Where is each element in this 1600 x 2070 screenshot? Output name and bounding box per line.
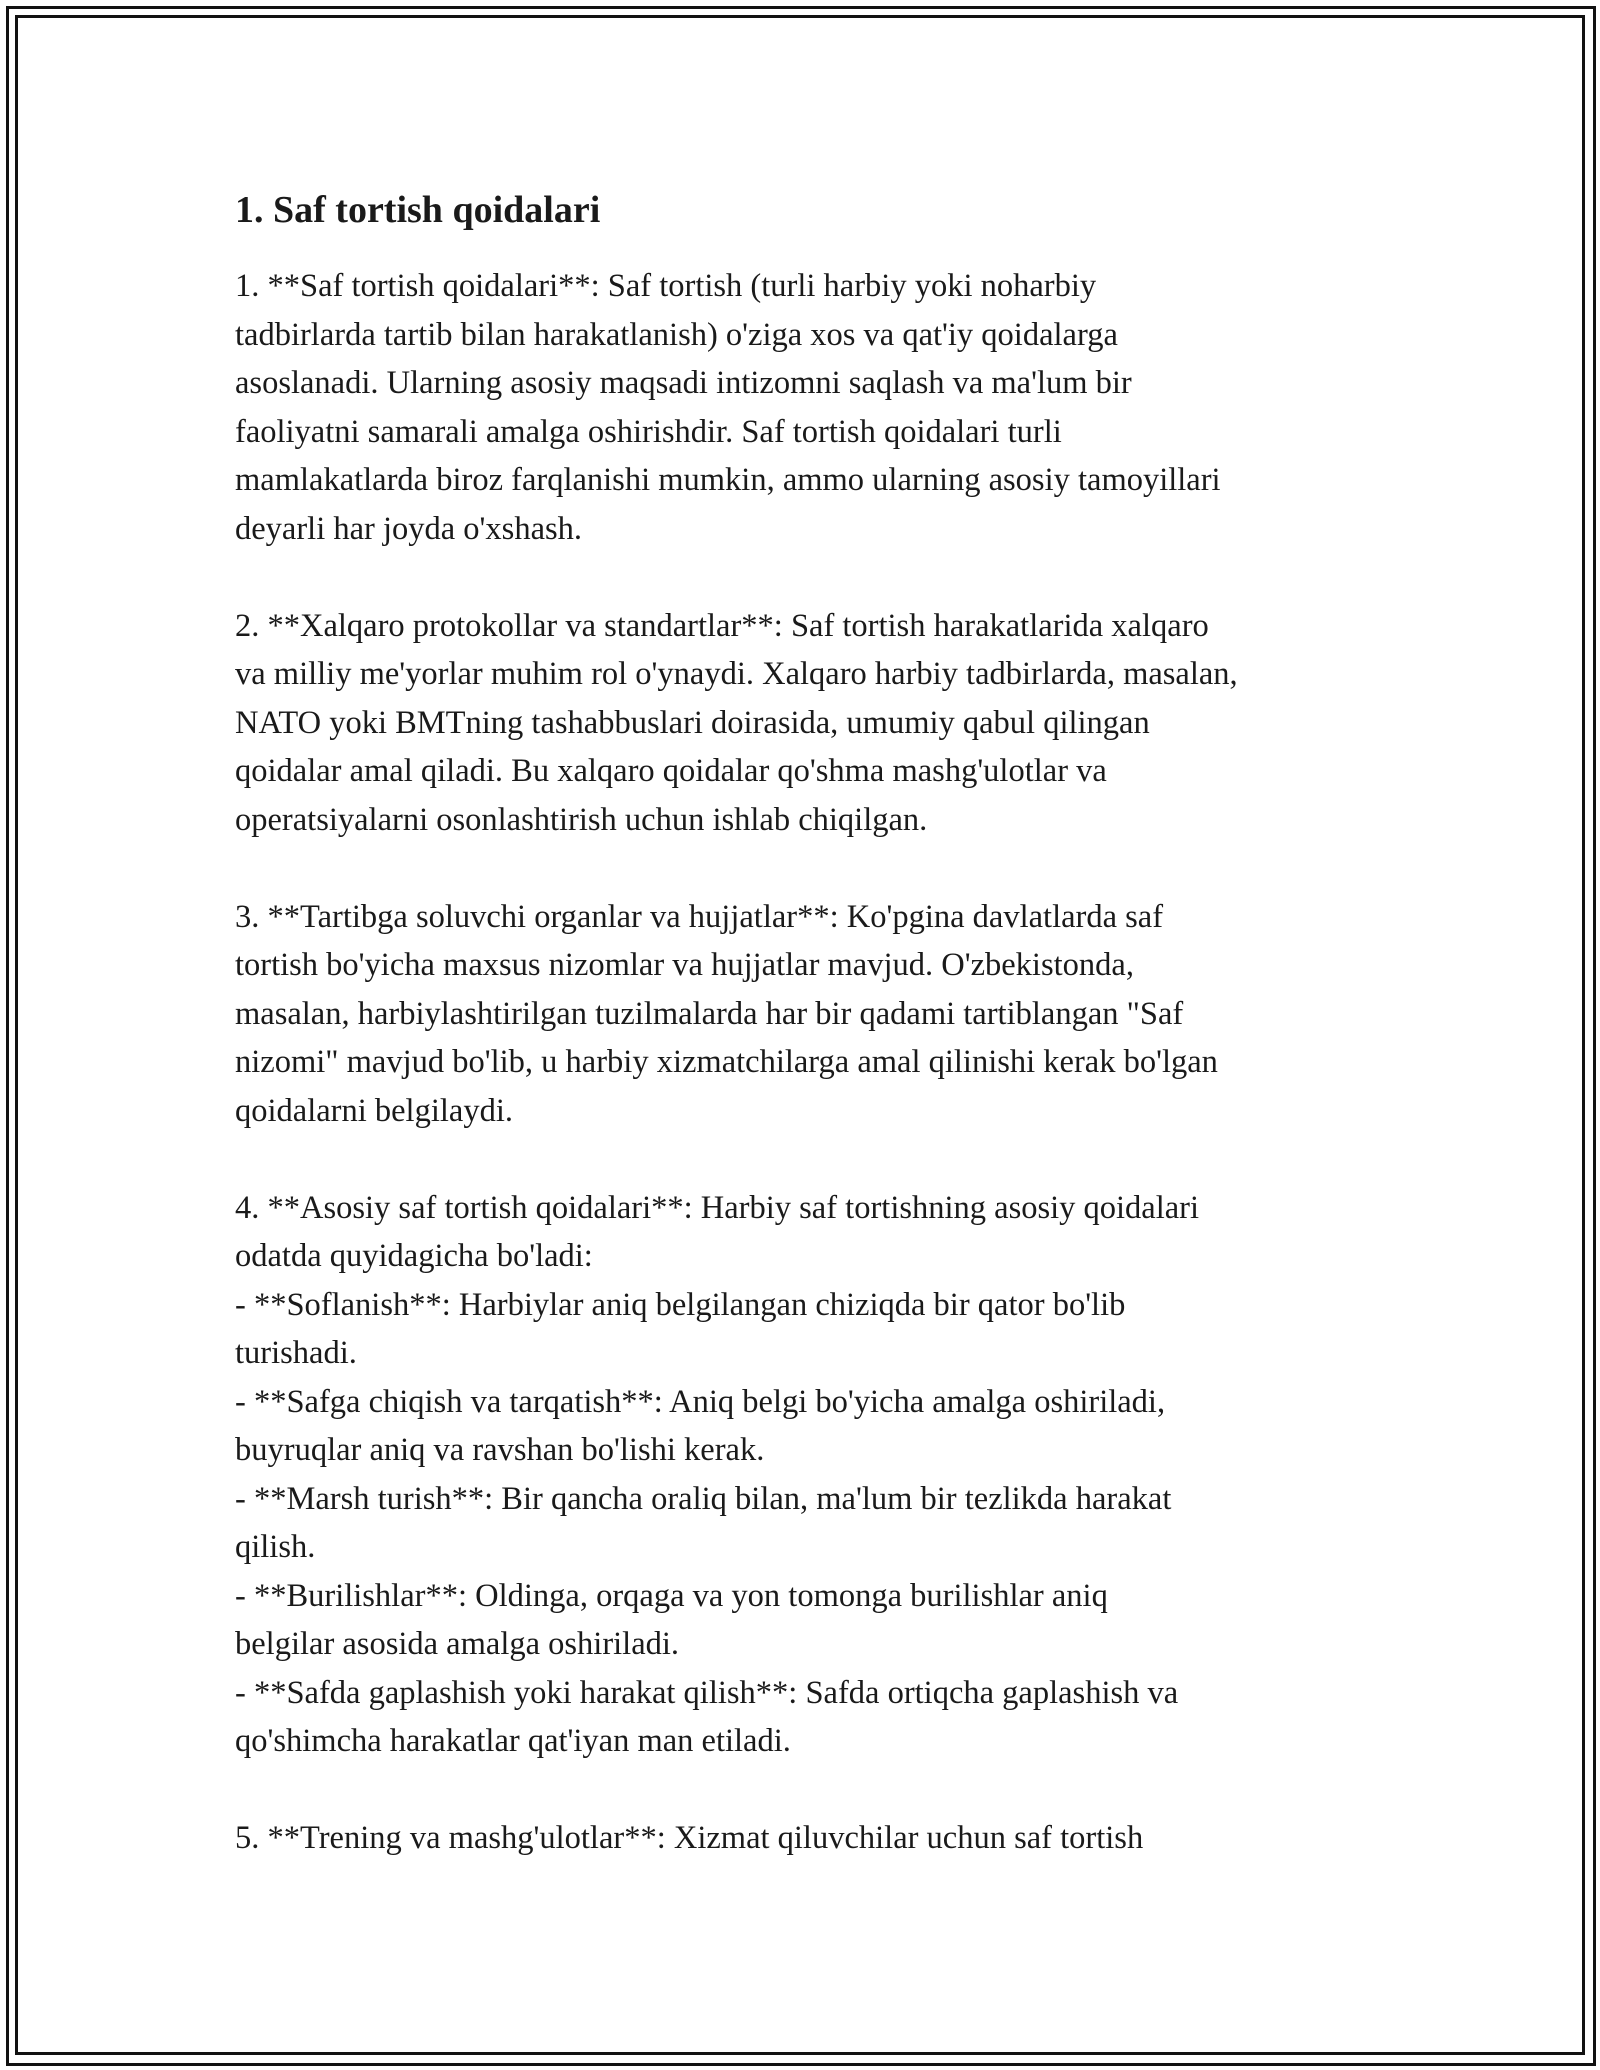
- paragraph-spacer: [235, 1135, 1375, 1184]
- document-body: [235, 186, 1375, 1863]
- paragraph-spacer: [235, 844, 1375, 893]
- paragraph-trening-mashgulotlar: 5. **Trening va mashg'ulotlar**: Xizmat qiluvchilar uchun saf tortish: [235, 1820, 1144, 1856]
- document-title: 1. Saf tortish qoidalari: [235, 189, 601, 231]
- paragraph-saf-tortish-qoidalari: 1. **Saf tortish qoidalari**: Saf tortish (turli harbiy yoki noharbiy tadbirlarda tartib bilan harakatlanish) o'ziga xos va qat'iy qoidalarga asoslanadi. Ularning asosiy maqsadi intizomni saqlash va ma'lum bir faoliyatni samarali amalga oshirishdir. Saf tortish qoidalari turli mamlakatlarda biroz farqlanishi mumkin, ammo ularning asosiy tamoyillari deyarli har joyda o'xshash.: [235, 268, 1221, 547]
- paragraph-asosiy-qoidalar-list: 4. **Asosiy saf tortish qoidalari**: Harbiy saf tortishning asosiy qoidalari odatda quyidagicha bo'ladi: - **Soflanish**: Harbiylar aniq belgilangan chiziqda bir qator bo'lib turishadi. - **Safga chiqish va tarqatish**: Aniq belgi bo'yicha amalga oshiriladi, buyruqlar aniq va ravshan bo'lishi kerak. - **Marsh turish**: Bir qancha oraliq bilan, ma'lum bir tezlikda harakat qilish. - **Burilishlar**: Oldinga, orqaga va yon tomonga burilishlar aniq belgilar asosida amalga oshiriladi. - **Safda gaplashish yoki harakat qilish**: Safda ortiqcha gaplashish va qo'shimcha harakatlar qat'iyan man etiladi.: [235, 1189, 1200, 1759]
- paragraph-xalqaro-protokollar: 2. **Xalqaro protokollar va standartlar**: Saf tortish harakatlarida xalqaro va milliy me'yorlar muhim rol o'ynaydi. Xalqaro harbiy tadbirlarda, masalan, NATO yoki BMTning tashabbuslari doirasida, umumiy qabul qilingan qoidalar amal qiladi. Bu xalqaro qoidalar qo'shma mashg'ulotlar va operatsiyalarni osonlashtirish uchun ishlab chiqilgan.: [235, 607, 1238, 838]
- paragraph-tartibga-soluvchi-organlar: 3. **Tartibga soluvchi organlar va hujjatlar**: Ko'pgina davlatlarda saf tortish bo'yicha maxsus nizomlar va hujjatlar mavjud. O'zbekistonda, masalan, harbiylashtirilgan tuzilmalarda har bir qadami tartiblangan "Saf nizomi" mavjud bo'lib, u harbiy xizmatchilarga amal qilinishi kerak bo'lgan qoidalarni belgilaydi.: [235, 898, 1218, 1129]
- paragraph-spacer: [235, 553, 1375, 602]
- paragraph-spacer: [235, 1766, 1375, 1815]
